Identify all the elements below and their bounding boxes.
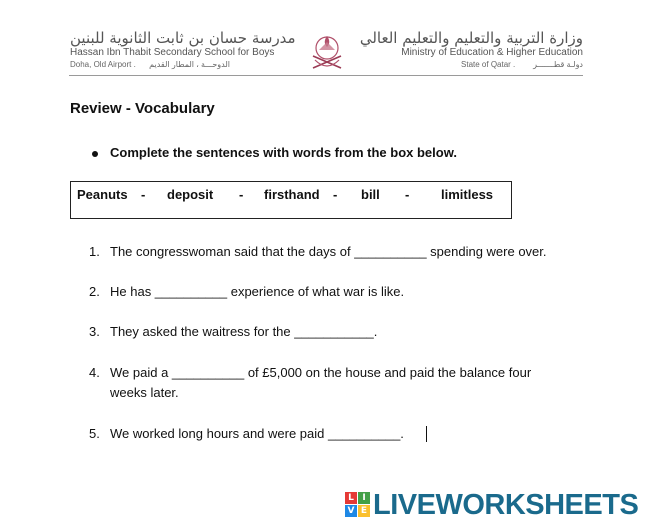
sentence-text[interactable]: The congresswoman said that the days of __________ spending were over. (110, 244, 547, 259)
sentence-text[interactable]: We worked long hours and were paid __________. (110, 426, 404, 441)
word-box-word: bill (361, 187, 380, 202)
grid-letter: E (358, 505, 370, 517)
bullet-icon (92, 151, 98, 157)
sentence-text[interactable]: They asked the waitress for the ___________. (110, 324, 378, 339)
grid-letter: L (345, 492, 357, 504)
text-cursor (426, 426, 427, 442)
school-name-arabic: مدرسة حسان بن ثابت الثانوية للبنين (70, 29, 296, 47)
grid-letter: V (345, 505, 357, 517)
liveworksheets-wordmark: LIVEWORKSHEETS (373, 489, 639, 521)
school-location-ar: الدوحـــة ، المطار القديم (149, 60, 230, 69)
sentence-number: 3. (89, 324, 100, 339)
ministry-name-english: Ministry of Education & Higher Education (401, 47, 583, 58)
sentence-number: 1. (89, 244, 100, 259)
word-box (70, 181, 512, 219)
sentence-number: 4. (89, 365, 100, 380)
ministry-header (360, 30, 583, 71)
school-location-en: Doha, Old Airport . (70, 60, 136, 69)
word-box-separator: - (333, 187, 338, 202)
sentence-text[interactable]: He has __________ experience of what war is like. (110, 284, 405, 299)
school-header (70, 30, 296, 71)
sentence-number: 5. (89, 426, 100, 441)
word-box-separator: - (239, 187, 244, 202)
sentence-text-continued: weeks later. (110, 385, 179, 400)
word-box-word: Peanuts (77, 187, 128, 202)
state-ar: دولـة قطـــــــر (533, 60, 583, 69)
word-box-word: limitless (441, 187, 494, 202)
state-en: State of Qatar . (461, 60, 516, 69)
grid-letter: I (358, 492, 370, 504)
word-box-word: firsthand (264, 187, 320, 202)
live-grid-icon (345, 492, 371, 518)
instruction-text: Complete the sentences with words from the box below. (110, 145, 457, 160)
word-box-word: deposit (167, 187, 214, 202)
word-box-separator: - (141, 187, 146, 202)
qatar-emblem-icon (305, 28, 349, 76)
ministry-state (360, 59, 583, 71)
header-divider (69, 75, 583, 76)
ministry-name-arabic: وزارة التربية والتعليم والتعليم العالي (359, 29, 583, 47)
sentence-text[interactable]: We paid a __________ of £5,000 on the house and paid the balance four (110, 365, 532, 380)
school-name-english: Hassan Ibn Thabit Secondary School for Boys (70, 47, 275, 58)
school-location (70, 59, 296, 71)
sentence-number: 2. (89, 284, 100, 299)
page-title: Review - Vocabulary (70, 100, 215, 117)
word-box-separator: - (405, 187, 410, 202)
